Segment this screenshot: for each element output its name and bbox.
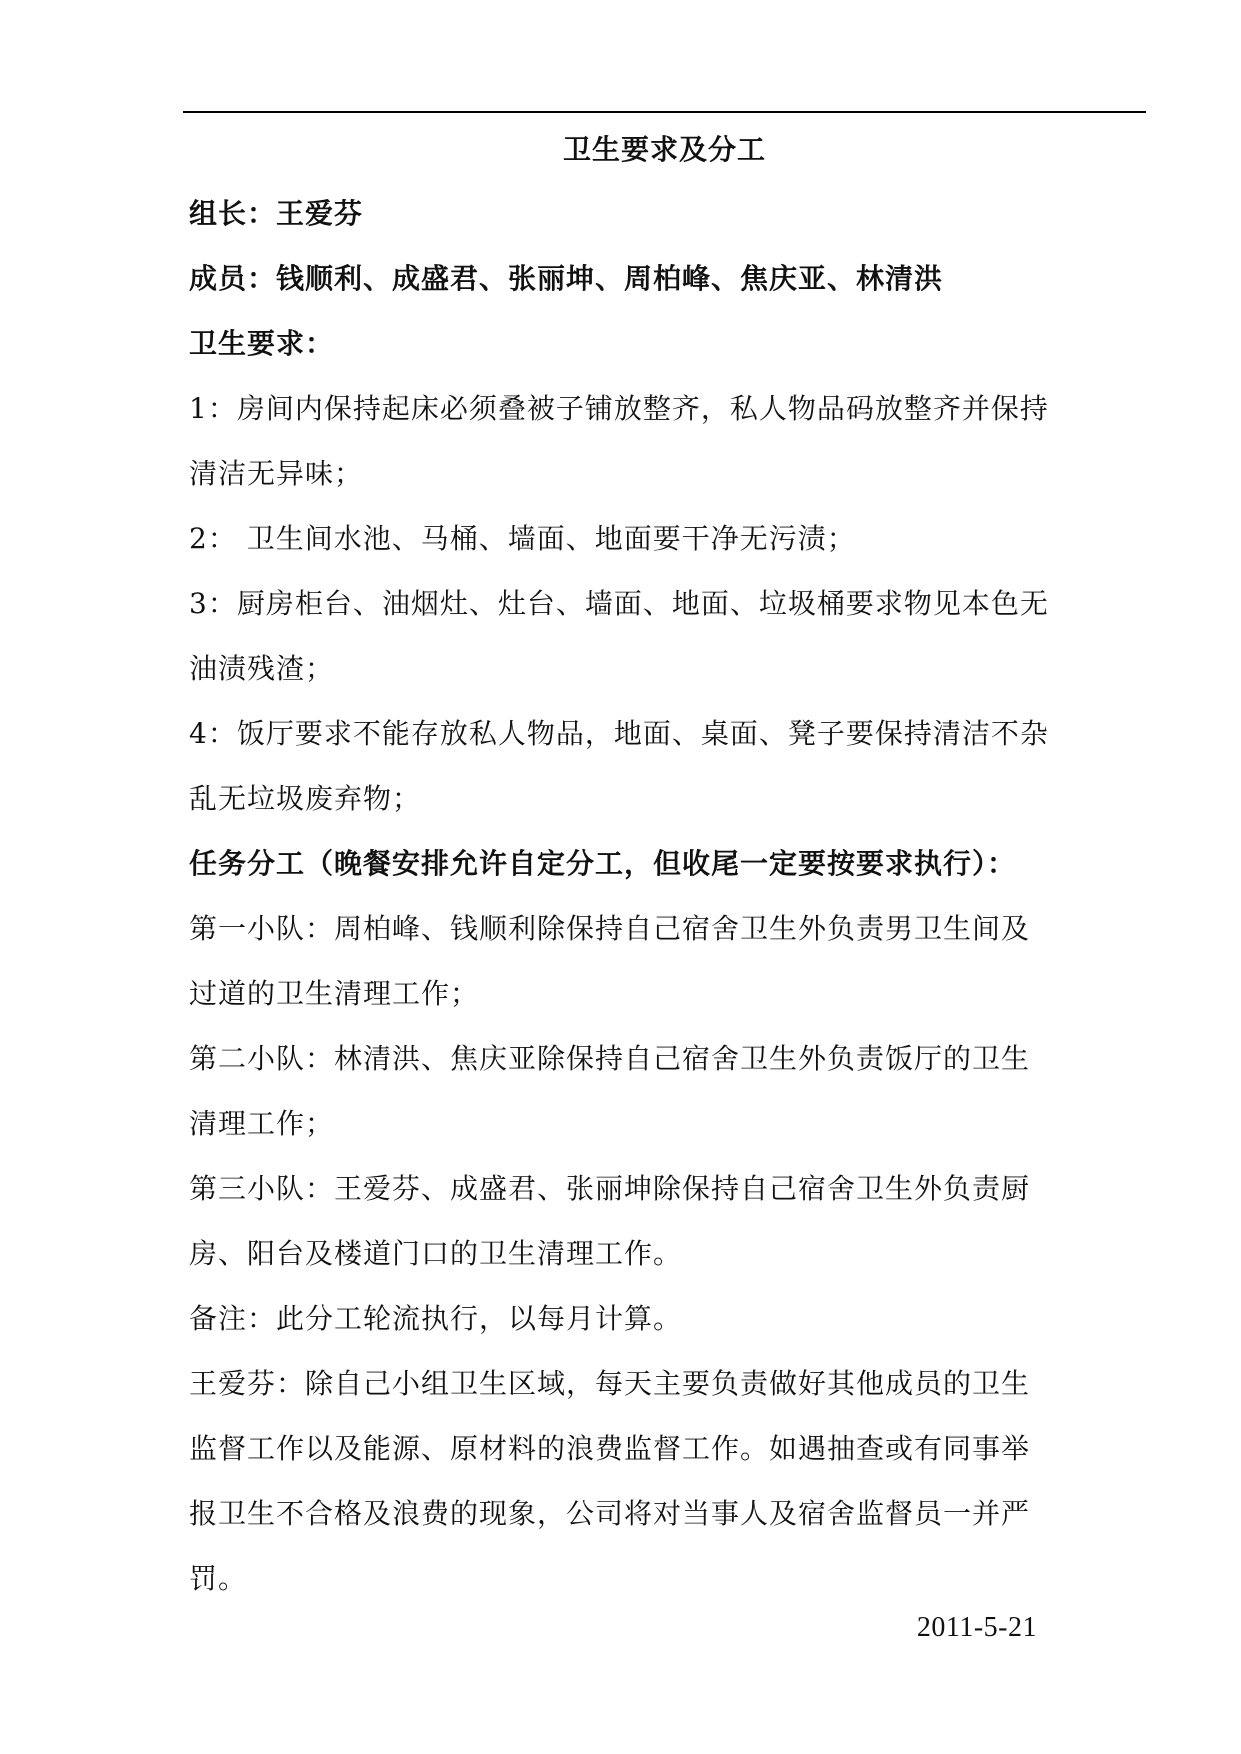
requirement-line: 油渍残渣； (189, 652, 335, 685)
supervision-line: 罚。 (189, 1562, 248, 1595)
requirements-heading: 卫生要求： (189, 327, 335, 360)
note-line: 备注：此分工轮流执行，以每月计算。 (189, 1302, 683, 1335)
document-body (189, 190, 1049, 1620)
supervision-line: 监督工作以及能源、原材料的浪费监督工作。如遇抽查或有同事举 (189, 1432, 1031, 1465)
requirement-line: 4：饭厅要求不能存放私人物品，地面、桌面、凳子要保持清洁不杂 (189, 717, 1049, 750)
requirement-line: 2： 卫生间水池、马桶、墙面、地面要干净无污渍； (189, 522, 856, 555)
members-line: 成员：钱顺利、成盛君、张丽坤、周柏峰、焦庆亚、林清洪 (189, 262, 944, 295)
task-line: 第二小队：林清洪、焦庆亚除保持自己宿舍卫生外负责饭厅的卫生 (189, 1042, 1031, 1075)
supervision-line: 报卫生不合格及浪费的现象，公司将对当事人及宿舍监督员一并严 (189, 1497, 1031, 1530)
tasks-heading: 任务分工（晚餐安排允许自定分工，但收尾一定要按要求执行）： (189, 847, 1017, 880)
requirement-line: 3：厨房柜台、油烟灶、灶台、墙面、地面、垃圾桶要求物见本色无 (189, 587, 1049, 620)
document-title: 卫生要求及分工 (562, 133, 766, 166)
task-line: 清理工作； (189, 1107, 335, 1140)
header-rule (183, 111, 1146, 113)
requirement-line: 乱无垃圾废弃物； (189, 782, 422, 815)
supervision-line: 王爱芬：除自己小组卫生区域，每天主要负责做好其他成员的卫生 (189, 1367, 1031, 1400)
document-date: 2011-5-21 (916, 1612, 1037, 1643)
requirement-line: 清洁无异味； (189, 457, 364, 490)
task-line: 过道的卫生清理工作； (189, 977, 480, 1010)
task-line: 第三小队：王爱芬、成盛君、张丽坤除保持自己宿舍卫生外负责厨 (189, 1172, 1031, 1205)
task-line: 房、阳台及楼道门口的卫生清理工作。 (189, 1237, 683, 1270)
requirement-line: 1：房间内保持起床必须叠被子铺放整齐，私人物品码放整齐并保持 (189, 392, 1049, 425)
leader-line: 组长：王爱芬 (189, 197, 364, 230)
task-line: 第一小队：周柏峰、钱顺利除保持自己宿舍卫生外负责男卫生间及 (189, 912, 1031, 945)
